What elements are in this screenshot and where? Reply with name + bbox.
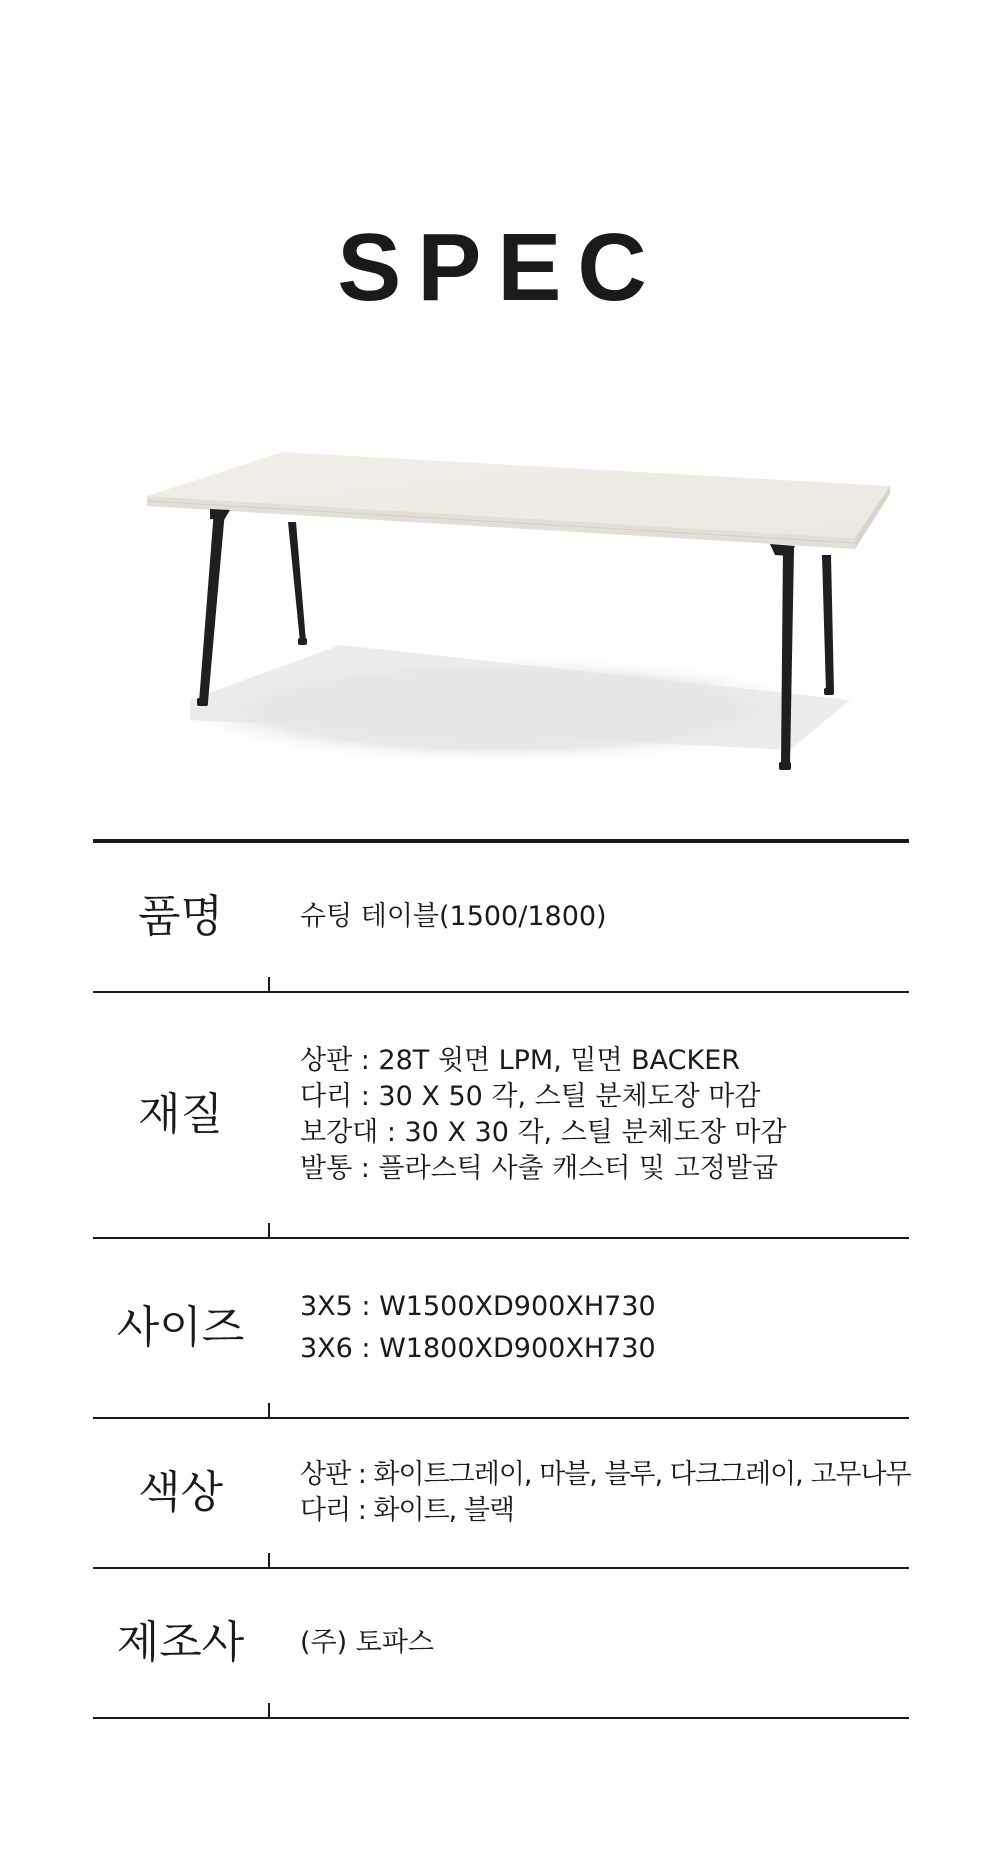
table-leg-front-right-foot (779, 762, 791, 770)
spec-value (268, 1043, 909, 1187)
spec-row-size (93, 1239, 909, 1419)
spec-value-line: 다리 : 화이트, 블랙 (300, 1495, 515, 1526)
table-leg-back-right (822, 555, 834, 692)
table-illustration (130, 430, 910, 790)
table-leg-front-left (199, 510, 225, 702)
table-leg-front-left-foot (197, 698, 208, 706)
row-divider-tick (268, 1553, 270, 1567)
spec-label: 품명 (137, 891, 223, 942)
spec-row-product-name (93, 843, 909, 993)
spec-row-manufacturer (93, 1569, 909, 1719)
spec-value (268, 1286, 909, 1370)
spec-value-line: 슈팅 테이블(1500/1800) (300, 901, 607, 932)
spec-title: SPEC (337, 214, 663, 321)
spec-value-line: 발통 : 플라스틱 사출 캐스터 및 고정발굽 (300, 1153, 778, 1184)
spec-table (93, 839, 909, 1719)
row-divider-tick (268, 977, 270, 991)
row-divider-tick (268, 1223, 270, 1237)
spec-value (268, 899, 909, 935)
table-leg-back-left-foot (298, 638, 307, 645)
spec-row-color (93, 1419, 909, 1569)
spec-label: 재질 (137, 1089, 223, 1140)
spec-label: 사이즈 (116, 1302, 245, 1353)
spec-value (268, 1457, 911, 1529)
spec-row-material (93, 993, 909, 1239)
spec-value-line: 상판 : 화이트그레이, 마블, 블루, 다크그레이, 고무나무 (300, 1459, 911, 1490)
spec-value (268, 1625, 909, 1661)
spec-value-line: 다리 : 30 X 50 각, 스틸 분체도장 마감 (300, 1081, 761, 1112)
spec-value-line: 3X6 : W1800XD900XH730 (300, 1333, 656, 1364)
spec-value-line: 상판 : 28T 윗면 LPM, 밑면 BACKER (300, 1045, 741, 1076)
spec-value-line: 보강대 : 30 X 30 각, 스틸 분체도장 마감 (300, 1117, 787, 1148)
spec-label: 제조사 (116, 1617, 245, 1668)
spec-label: 색상 (137, 1467, 223, 1518)
table-leg-back-right-foot (824, 688, 834, 695)
table-leg-back-left (288, 522, 306, 642)
row-divider-tick (268, 1703, 270, 1717)
spec-value-line: 3X5 : W1500XD900XH730 (300, 1291, 656, 1322)
spec-value-line: (주) 토파스 (300, 1627, 434, 1658)
row-divider-tick (268, 1403, 270, 1417)
